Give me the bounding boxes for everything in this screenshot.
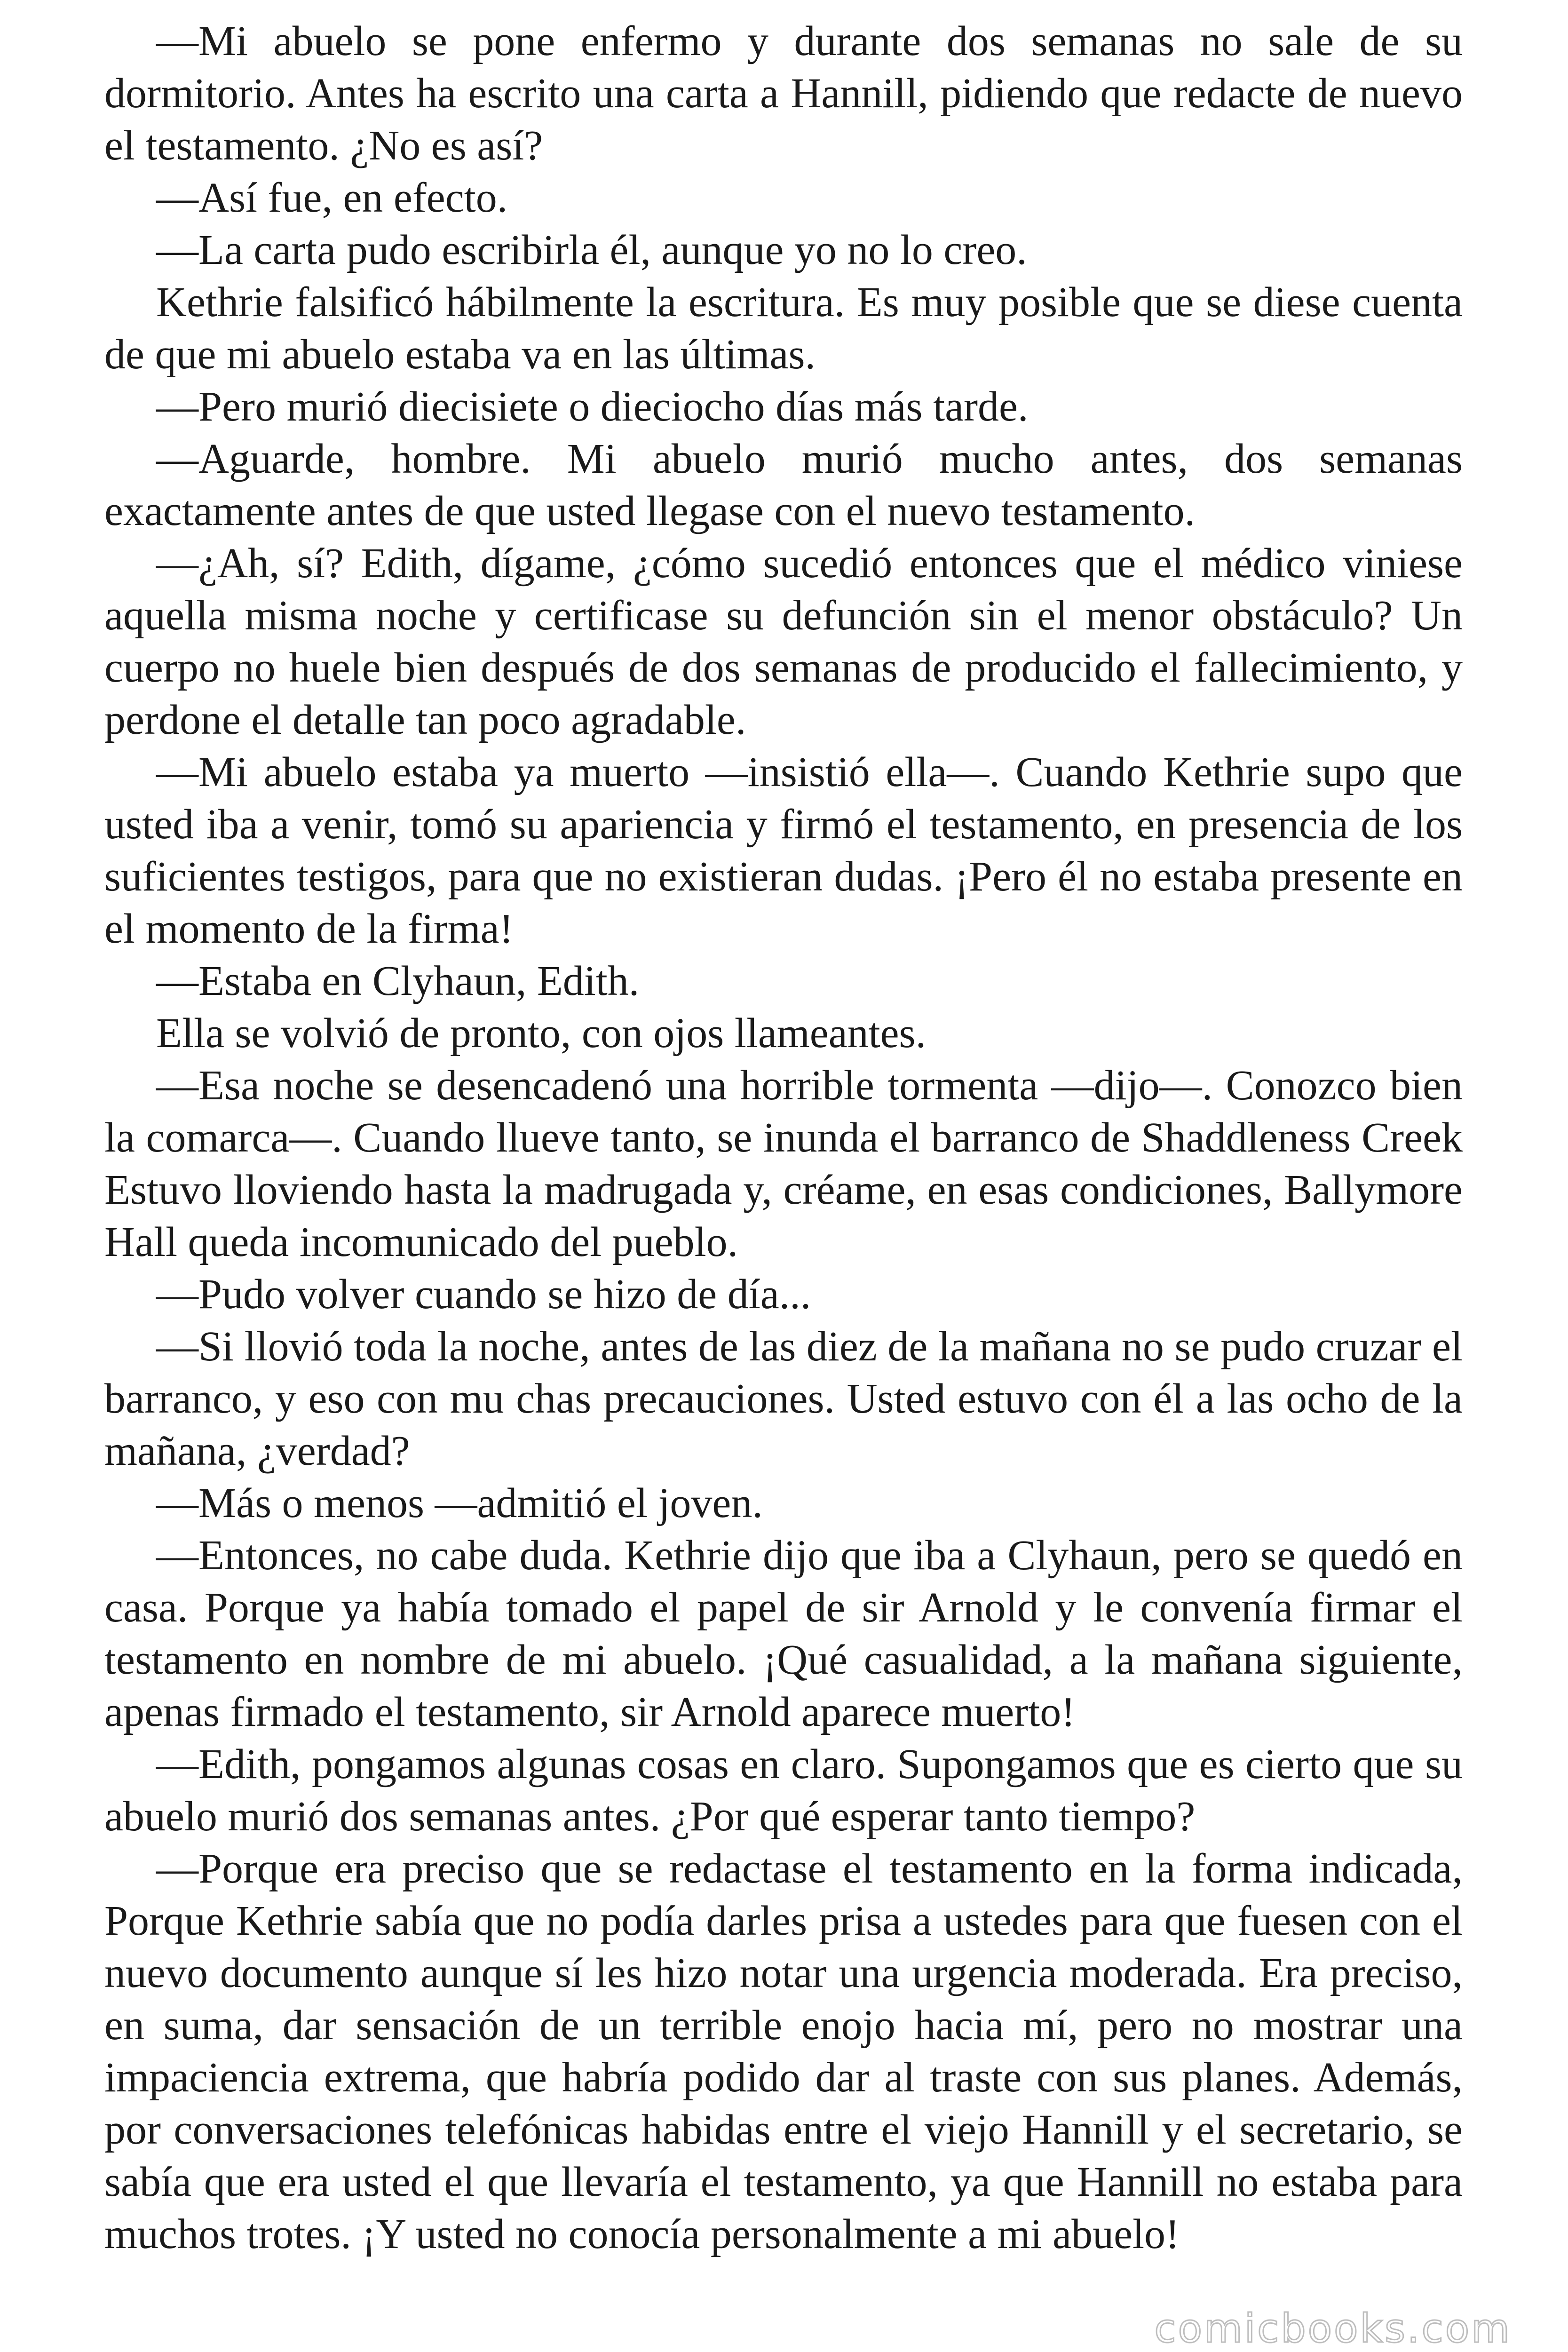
- paragraph: —Pudo volver cuando se hizo de día...: [156, 1271, 811, 1318]
- page-text: [104, 15, 1463, 2260]
- paragraph: —La carta pudo escribirla él, aunque yo no lo creo.: [156, 227, 1027, 273]
- paragraph: —Pero murió diecisiete o dieciocho días más tarde.: [156, 383, 1029, 430]
- paragraph: —Mi abuelo se pone enfermo y durante dos semanas no sale de su dormitorio. Antes ha escrito una carta a Hannill, pidiendo que redacte de nuevo el testamento. ¿No es así?: [104, 18, 1463, 169]
- paragraph: —Entonces, no cabe duda. Kethrie dijo que iba a Clyhaun, pero se quedó en casa. Porque ya había tomado el papel de sir Arnold y le convenía firmar el testamento en nombre de mi abuelo. ¡Qué casualidad, a la mañana siguiente, apenas firmado el testamento, sir Arnold aparece muerto!: [104, 1532, 1463, 1735]
- paragraph: —Mi abuelo estaba ya muerto —insistió ella—. Cuando Kethrie supo que usted iba a venir, tomó su apariencia y firmó el testamento, en presencia de los suficientes testigos, para que no existieran dudas. ¡Pero él no estaba presente en el momento de la firma!: [104, 749, 1463, 952]
- paragraph: Ella se volvió de pronto, con ojos llameantes.: [156, 1010, 927, 1057]
- paragraph: —Si llovió toda la noche, antes de las diez de la mañana no se pudo cruzar el barranco, y eso con mu chas precauciones. Usted estuvo con él a las ocho de la mañana, ¿verdad?: [104, 1323, 1463, 1474]
- paragraph: —Así fue, en efecto.: [156, 175, 508, 221]
- watermark: comicbooks.com: [1154, 2305, 1512, 2352]
- paragraph: —Porque era preciso que se redactase el testamento en la forma indicada, Porque Kethrie sabía que no podía darles prisa a ustedes para que fuesen con el nuevo documento aunque sí les hizo notar una urgencia moderada. Era preciso, en suma, dar sensación de un terrible enojo hacia mí, pero no mostrar una impaciencia extrema, que habría podido dar al traste con sus planes. Además, por conversaciones telefónicas habidas entre el viejo Hannill y el secretario, se sabía que era usted el que llevaría el testamento, ya que Hannill no estaba para muchos trotes. ¡Y usted no conocía personalmente a mi abuelo!: [104, 1845, 1463, 2257]
- paragraph: —Esa noche se desencadenó una horrible tormenta —dijo—. Conozco bien la comarca—. Cuando llueve tanto, se inunda el barranco de Shaddleness Creek Estuvo lloviendo hasta la madrugada y, créame, en esas condiciones, Ballymore Hall queda incomunicado del pueblo.: [104, 1062, 1463, 1265]
- paragraph: —Edith, pongamos algunas cosas en claro. Supongamos que es cierto que su abuelo murió dos semanas antes. ¿Por qué esperar tanto tiempo?: [104, 1741, 1463, 1840]
- paragraph: —Aguarde, hombre. Mi abuelo murió mucho antes, dos semanas exactamente antes de que usted llegase con el nuevo testamento.: [104, 436, 1463, 534]
- paragraph: —Estaba en Clyhaun, Edith.: [156, 958, 640, 1004]
- paragraph: —¿Ah, sí? Edith, dígame, ¿cómo sucedió entonces que el médico viniese aquella misma noche y certificase su defunción sin el menor obstáculo? Un cuerpo no huele bien después de dos semanas de producido el fallecimiento, y perdone el detalle tan poco agradable.: [104, 540, 1463, 743]
- paragraph: Kethrie falsificó hábilmente la escritura. Es muy posible que se diese cuenta de que mi abuelo estaba va en las últimas.: [104, 279, 1463, 378]
- paragraph: —Más o menos —admitió el joven.: [156, 1480, 763, 1526]
